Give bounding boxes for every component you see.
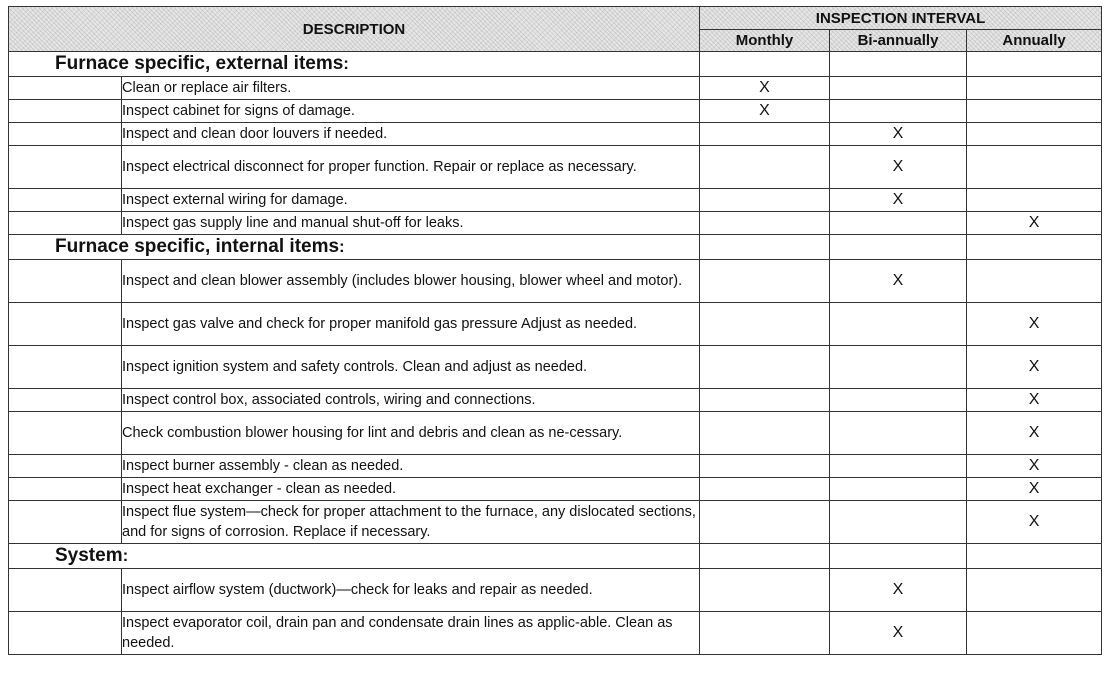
biannually-mark: X	[830, 569, 967, 612]
annually-mark: X	[967, 478, 1102, 501]
annually-mark	[967, 77, 1102, 100]
monthly-mark	[700, 501, 830, 544]
maintenance-table	[8, 6, 1102, 655]
table-row	[9, 612, 1102, 655]
monthly-mark	[700, 189, 830, 212]
annually-mark	[967, 146, 1102, 189]
table-row	[9, 389, 1102, 412]
biannually-mark	[830, 212, 967, 235]
biannually-mark: X	[830, 189, 967, 212]
annually-mark	[967, 189, 1102, 212]
annually-mark	[967, 260, 1102, 303]
biannually-mark	[830, 501, 967, 544]
task-description: Inspect airflow system (ductwork)—check for leaks and repair as needed.	[122, 569, 700, 612]
section-title-text: System	[55, 545, 123, 566]
biannually-mark: X	[830, 612, 967, 655]
section-title-text: Furnace specific, internal items	[55, 236, 340, 257]
section-title-system	[9, 544, 700, 569]
table-row	[9, 260, 1102, 303]
biannually-mark	[830, 100, 967, 123]
monthly-mark	[700, 303, 830, 346]
task-description: Inspect evaporator coil, drain pan and condensate drain lines as applic-able. Clean as needed.	[122, 612, 700, 655]
table-row	[9, 100, 1102, 123]
annually-mark: X	[967, 412, 1102, 455]
task-description: Inspect burner assembly - clean as needed.	[122, 455, 700, 478]
table-row	[9, 501, 1102, 544]
biannually-mark	[830, 346, 967, 389]
table-row	[9, 146, 1102, 189]
annually-mark: X	[967, 346, 1102, 389]
table-row	[9, 123, 1102, 146]
monthly-mark	[700, 569, 830, 612]
monthly-mark	[700, 260, 830, 303]
task-description: Inspect control box, associated controls, wiring and connections.	[122, 389, 700, 412]
annually-mark	[967, 100, 1102, 123]
section-title-external	[9, 52, 700, 77]
section-title-colon: :	[343, 54, 349, 73]
task-description: Inspect flue system—check for proper attachment to the furnace, any dislocated sections, and for signs of corrosion. Replace if necessary.	[122, 501, 700, 544]
biannually-mark	[830, 455, 967, 478]
task-description: Inspect gas supply line and manual shut-off for leaks.	[122, 212, 700, 235]
table-row	[9, 478, 1102, 501]
biannually-mark	[830, 389, 967, 412]
table-row	[9, 189, 1102, 212]
section-title-text: Furnace specific, external items	[55, 53, 344, 74]
annually-mark	[967, 123, 1102, 146]
task-description: Inspect ignition system and safety controls. Clean and adjust as needed.	[122, 346, 700, 389]
inspection-interval-header: INSPECTION INTERVAL	[700, 7, 1102, 30]
description-header: DESCRIPTION	[9, 7, 700, 52]
task-description: Inspect and clean door louvers if needed.	[122, 123, 700, 146]
monthly-mark	[700, 455, 830, 478]
biannually-mark: X	[830, 123, 967, 146]
monthly-mark	[700, 346, 830, 389]
annually-mark: X	[967, 455, 1102, 478]
table-row	[9, 303, 1102, 346]
monthly-mark	[700, 612, 830, 655]
task-description: Inspect external wiring for damage.	[122, 189, 700, 212]
monthly-mark	[700, 389, 830, 412]
biannually-header: Bi-annually	[830, 30, 967, 52]
table-row	[9, 212, 1102, 235]
task-description: Check combustion blower housing for lint and debris and clean as ne-cessary.	[122, 412, 700, 455]
monthly-mark: X	[700, 77, 830, 100]
task-description: Inspect cabinet for signs of damage.	[122, 100, 700, 123]
table-row	[9, 346, 1102, 389]
monthly-mark	[700, 146, 830, 189]
biannually-mark: X	[830, 146, 967, 189]
table-row	[9, 77, 1102, 100]
annually-mark: X	[967, 303, 1102, 346]
annually-mark	[967, 612, 1102, 655]
annually-mark: X	[967, 501, 1102, 544]
table-row	[9, 455, 1102, 478]
biannually-mark	[830, 478, 967, 501]
annually-mark: X	[967, 389, 1102, 412]
section-title-colon: :	[122, 546, 129, 565]
monthly-mark	[700, 412, 830, 455]
task-description: Inspect electrical disconnect for proper function. Repair or replace as necessary.	[122, 146, 700, 189]
biannually-mark: X	[830, 260, 967, 303]
biannually-mark	[830, 77, 967, 100]
monthly-mark: X	[700, 100, 830, 123]
task-description: Clean or replace air filters.	[122, 77, 700, 100]
biannually-mark	[830, 303, 967, 346]
task-description: Inspect and clean blower assembly (includes blower housing, blower wheel and motor).	[122, 260, 700, 303]
monthly-header: Monthly	[700, 30, 830, 52]
table-row	[9, 412, 1102, 455]
table-row	[9, 569, 1102, 612]
annually-mark	[967, 569, 1102, 612]
monthly-mark	[700, 212, 830, 235]
annually-header: Annually	[967, 30, 1102, 52]
section-title-colon: :	[339, 237, 345, 256]
task-description: Inspect gas valve and check for proper manifold gas pressure Adjust as needed.	[122, 303, 700, 346]
section-title-internal	[9, 235, 700, 260]
monthly-mark	[700, 123, 830, 146]
monthly-mark	[700, 478, 830, 501]
task-description: Inspect heat exchanger - clean as needed.	[122, 478, 700, 501]
biannually-mark	[830, 412, 967, 455]
annually-mark: X	[967, 212, 1102, 235]
